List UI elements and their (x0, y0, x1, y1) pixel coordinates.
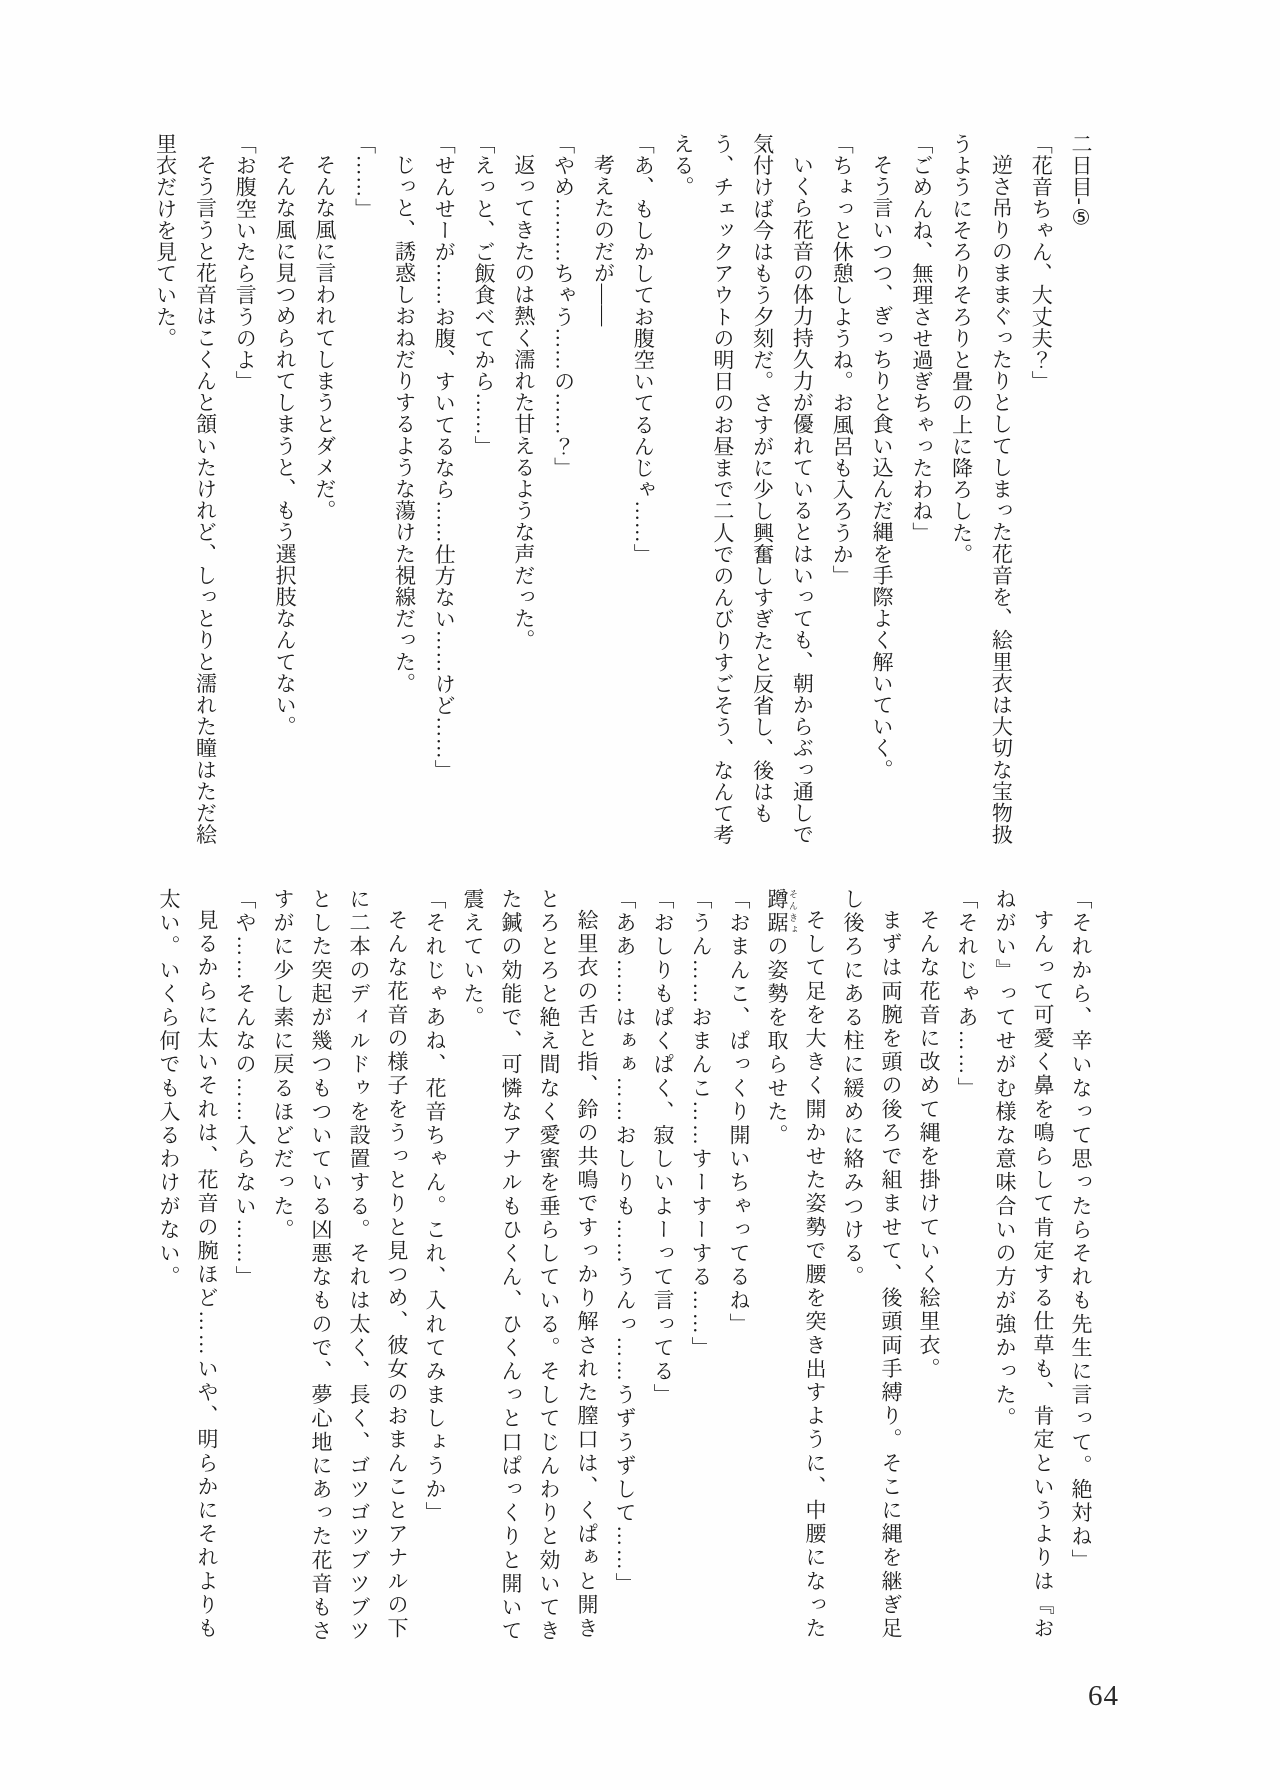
paragraph: 「せんせーが……お腹、すいてるなら……仕方ない……けど……」 (432, 133, 457, 781)
paragraph: 「おしりもぱくぱく、寂しいよーって言ってる」 (651, 888, 675, 1408)
text-block-bottom (140, 888, 1100, 1646)
section-heading: 二日目‐⑤ (1069, 133, 1093, 230)
paragraph: 「あ、もしかしてお腹空いてるんじゃ……」 (631, 133, 656, 565)
paragraph: 「それじゃあ……」 (955, 888, 979, 1101)
paragraph: 「お腹空いたら言うのよ」 (233, 133, 258, 393)
paragraph: じっと、誘惑しおねだりするような蕩けた視線だった。 (392, 154, 417, 694)
paragraph: そんな花音の様子をうっとりと見つめ、彼女のおまんことアナルの下に二本のディルドゥを設置する。それは太く、長く、ゴツゴツブツブツとした突起が幾つもついている凶悪なもので、夢心地にあった花音もさすがに少し素に戻るほどだった。 (271, 888, 409, 1644)
paragraph: 「やめ………ちゃう……の……？」 (551, 133, 576, 479)
paragraph: そして足を大きく開かせた姿勢で腰を突き出すように、中腰になった蹲踞 そんきょの姿勢を取らせた。 (765, 888, 827, 1641)
paragraph: 「それじゃあね、花音ちゃん。これ、入れてみましょうか」 (423, 888, 447, 1526)
ruby-annotated-word: 蹲踞 そんきょ (765, 888, 798, 936)
page-number: 64 (1088, 1680, 1119, 1712)
paragraph: 逆さ吊りのままぐったりとしてしまった花音を、絵里衣は大切な宝物扱うようにそろりそろりと畳の上に降ろした。 (949, 133, 1014, 846)
paragraph: 「ごめんね、無理させ過ぎちゃったわね」 (909, 133, 934, 544)
paragraph: そんな風に見つめられてしまうと、もう選択肢なんてない。 (273, 154, 298, 738)
paragraph: 「や……そんなの……入らない……」 (233, 888, 257, 1290)
paragraph: 「ああ……はぁぁ……おしりも……うんっ……うずうずして……」 (613, 888, 637, 1596)
paragraph: 返ってきたのは熱く濡れた甘えるような声だった。 (511, 154, 536, 651)
paragraph: そんな風に言われてしまうとダメだ。 (312, 154, 337, 522)
paragraph: 「おまんこ、ぱっくり開いちゃってるね」 (727, 888, 751, 1337)
paragraph: 考えたのだが―― (591, 154, 616, 327)
paragraph: 見るからに太いそれは、花音の腕ほど……いや、明らかにそれよりも太い。いくら何でも入るわけがない。 (157, 888, 219, 1641)
paragraph: 「えっと、ご飯食べてから……」 (472, 133, 497, 457)
paragraph: そう言いつつ、ぎっちりと食い込んだ縄を手際よく解いていく。 (870, 154, 895, 781)
paragraph: そう言うと花音はこくんと頷いたけれど、しっとりと濡れた瞳はただ絵里衣だけを見ていた。 (153, 133, 218, 846)
paragraph: すんって可愛く鼻を鳴らして肯定する仕草も、肯定というよりは『おねがい』ってせがむ様な意味合いの方が強かった。 (993, 888, 1055, 1641)
paragraph: 「……」 (352, 133, 377, 220)
paragraph: 「ちょっと休憩しようね。お風呂も入ろうか」 (830, 133, 855, 587)
paragraph: いくら花音の体力持久力が優れているとはいっても、朝からぶっ通しで気付けば今はもう夕刻だ。さすがに少し興奮しすぎたと反省し、後はもう、チェックアウトの明日のお昼まで二人でのんびりすごそう、なんて考える。 (671, 133, 815, 846)
text-block-top (140, 133, 1100, 847)
paragraph: 「花音ちゃん、大丈夫？」 (1029, 133, 1054, 393)
paragraph: 「うん……おまんこ……すーすーする……」 (689, 888, 713, 1360)
paragraph: そんな花音に改めて縄を掛けていく絵里衣。 (917, 909, 941, 1381)
paragraph: 絵里衣の舌と指、鈴の共鳴ですっかり解された膣口は、くぱぁと開きとろとろと絶え間なく愛蜜を垂らしている。そしてじんわりと効いてきた鍼の効能で、可憐なアナルもひくん、ひくんっと口ぱっくりと開いて震えていた。 (461, 888, 599, 1644)
paragraph: まずは両腕を頭の後ろで組ませて、後頭両手縛り。そこに縄を継ぎ足し後ろにある柱に緩めに絡みつける。 (841, 888, 903, 1641)
paragraph: 「それから、辛いなって思ったらそれも先生に言って。絶対ね」 (1069, 888, 1093, 1573)
